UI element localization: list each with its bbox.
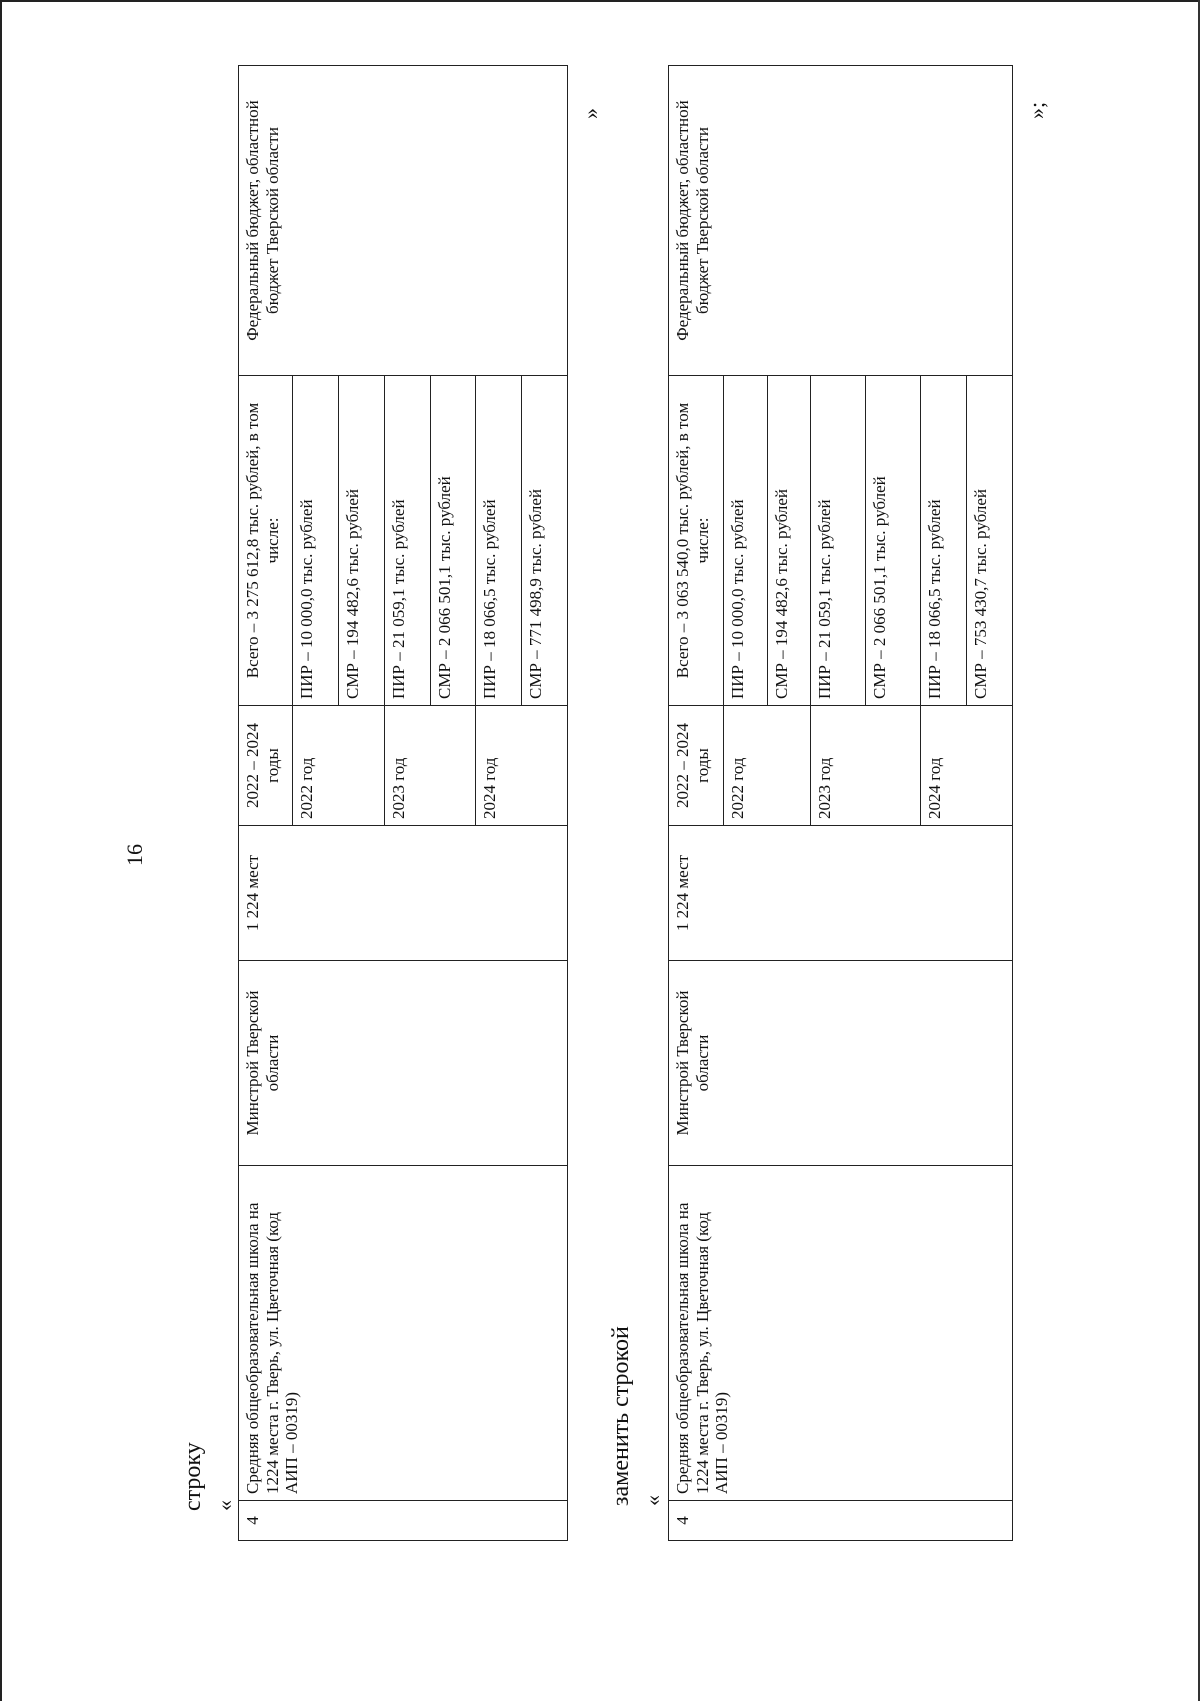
row-number: 4 <box>669 1501 1013 1541</box>
intro-text-original: строку <box>180 1442 206 1511</box>
smr-2023: СМР – 2 066 501,1 тыс. рублей <box>430 376 476 706</box>
capacity: 1 224 мест <box>669 826 1013 961</box>
smr-2024: СМР – 753 430,7 тыс. рублей <box>966 376 1012 706</box>
year-2022: 2022 год <box>723 706 811 826</box>
funding-source: Федеральный бюджет, областной бюджет Тверской области <box>669 66 1013 376</box>
total-cost: Всего – 3 275 612,8 тыс. рублей, в том числе: <box>239 376 293 706</box>
intro-text-replacement: заменить строкой <box>608 1326 634 1506</box>
period: 2022 – 2024 годы <box>239 706 293 826</box>
pir-2024: ПИР – 18 066,5 тыс. рублей <box>920 376 966 706</box>
page-number: 16 <box>122 844 147 866</box>
object-name: Средняя общеобразовательная школа на 1224 места г. Тверь, ул. Цветочная (код АИП – 00319) <box>239 1166 568 1501</box>
close-quote-replacement: »; <box>1024 101 1049 119</box>
table-original-row <box>238 65 568 1541</box>
close-quote-original: » <box>578 108 603 119</box>
year-2024: 2024 год <box>476 706 568 826</box>
smr-2022: СМР – 194 482,6 тыс. рублей <box>767 376 811 706</box>
pir-2022: ПИР – 10 000,0 тыс. рублей <box>723 376 767 706</box>
pir-2022: ПИР – 10 000,0 тыс. рублей <box>293 376 339 706</box>
open-quote-original: « <box>212 1500 237 1511</box>
capacity: 1 224 мест <box>239 826 568 961</box>
table-replacement-row <box>668 65 1013 1541</box>
pir-2024: ПИР – 18 066,5 тыс. рублей <box>476 376 522 706</box>
smr-2022: СМР – 194 482,6 тыс. рублей <box>339 376 385 706</box>
customer: Минстрой Тверской области <box>239 961 568 1166</box>
pir-2023: ПИР – 21 059,1 тыс. рублей <box>811 376 866 706</box>
year-2023: 2023 год <box>384 706 476 826</box>
open-quote-replacement: « <box>640 1495 665 1506</box>
year-2022: 2022 год <box>293 706 385 826</box>
row-number: 4 <box>239 1501 568 1541</box>
period: 2022 – 2024 годы <box>669 706 724 826</box>
total-cost: Всего – 3 063 540,0 тыс. рублей, в том числе: <box>669 376 724 706</box>
pir-2023: ПИР – 21 059,1 тыс. рублей <box>384 376 430 706</box>
smr-2024: СМР – 771 498,9 тыс. рублей <box>522 376 568 706</box>
object-name: Средняя общеобразовательная школа на 1224 места г. Тверь, ул. Цветочная (код АИП – 00319) <box>669 1166 1013 1501</box>
customer: Минстрой Тверской области <box>669 961 1013 1166</box>
year-2023: 2023 год <box>811 706 921 826</box>
funding-source: Федеральный бюджет, областной бюджет Тверской области <box>239 66 568 376</box>
year-2024: 2024 год <box>920 706 1012 826</box>
smr-2023: СМР – 2 066 501,1 тыс. рублей <box>866 376 921 706</box>
